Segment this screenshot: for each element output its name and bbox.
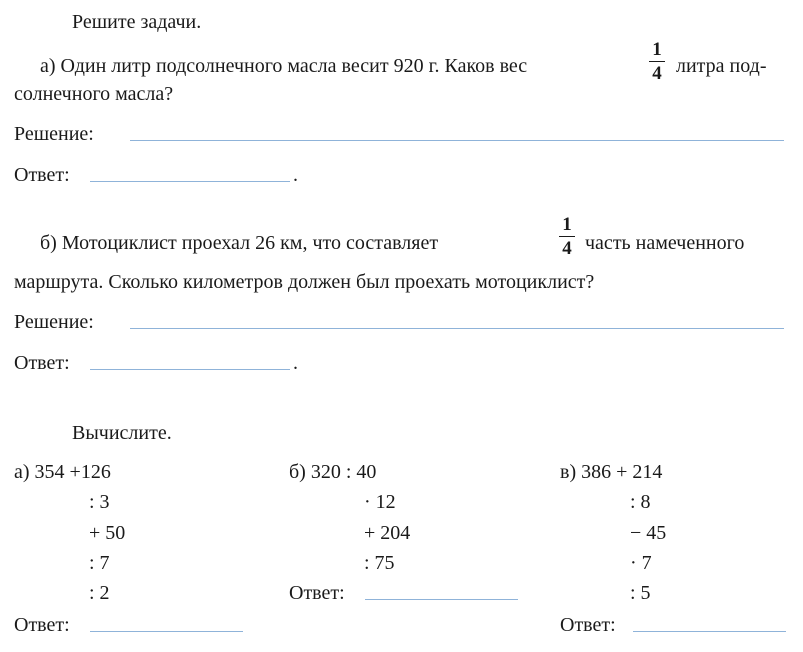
column-c-step: · 7	[630, 552, 652, 574]
column-a-step: : 3	[89, 491, 110, 513]
problem-a-answer-period: .	[293, 164, 298, 186]
fraction-denominator: 4	[652, 63, 662, 84]
problem-b-answer-label: Ответ:	[14, 352, 70, 374]
problem-a-solution-line[interactable]	[130, 140, 784, 141]
column-c-start: в) 386 + 214	[560, 461, 663, 483]
column-b-answer-label: Ответ:	[289, 582, 345, 604]
column-c-step: : 5	[630, 582, 651, 604]
column-a-step: + 50	[89, 522, 126, 544]
fraction-bar	[649, 61, 665, 62]
problem-b-answer-period: .	[293, 352, 298, 374]
problem-b-solution-line[interactable]	[130, 328, 784, 329]
task1-heading: Решите задачи.	[72, 11, 202, 33]
column-c-answer-label: Ответ:	[560, 614, 616, 636]
problem-a-text-line2: солнечного масла?	[14, 83, 174, 105]
problem-b-text-line1: б) Мотоциклист проехал 26 км, что составляет	[40, 232, 439, 254]
fraction-numerator: 1	[652, 39, 662, 60]
problem-a-solution-label: Решение:	[14, 123, 94, 145]
column-a-start: а) 354 +126	[14, 461, 111, 483]
problem-b-text-line2: маршрута. Сколько километров должен был проехать мотоциклист?	[14, 271, 595, 293]
problem-a-fraction	[649, 40, 665, 83]
column-b-step: + 204	[364, 522, 411, 544]
problem-b-solution-label: Решение:	[14, 311, 94, 333]
column-a-step: : 2	[89, 582, 110, 604]
column-b-step: · 12	[364, 491, 396, 513]
column-c-step: : 8	[630, 491, 651, 513]
problem-a-text-line1-end: литра под-	[676, 55, 767, 77]
column-a-answer-line[interactable]	[90, 631, 243, 632]
problem-a-answer-label: Ответ:	[14, 164, 70, 186]
problem-b-fraction	[559, 215, 575, 258]
problem-b-text-line1-end: часть намеченного	[585, 232, 745, 254]
task2-heading: Вычислите.	[72, 422, 172, 444]
column-a-step: : 7	[89, 552, 110, 574]
column-c-step: − 45	[630, 522, 667, 544]
column-a-answer-label: Ответ:	[14, 614, 70, 636]
fraction-denominator: 4	[562, 238, 572, 259]
column-b-step: : 75	[364, 552, 395, 574]
column-b-start: б) 320 : 40	[289, 461, 377, 483]
column-c-answer-line[interactable]	[633, 631, 786, 632]
problem-b-answer-line[interactable]	[90, 369, 290, 370]
problem-a-text-line1: а) Один литр подсолнечного масла весит 920 г. Каков вес	[40, 55, 528, 77]
fraction-bar	[559, 236, 575, 237]
fraction-numerator: 1	[562, 214, 572, 235]
column-b-answer-line[interactable]	[365, 599, 518, 600]
problem-a-answer-line[interactable]	[90, 181, 290, 182]
